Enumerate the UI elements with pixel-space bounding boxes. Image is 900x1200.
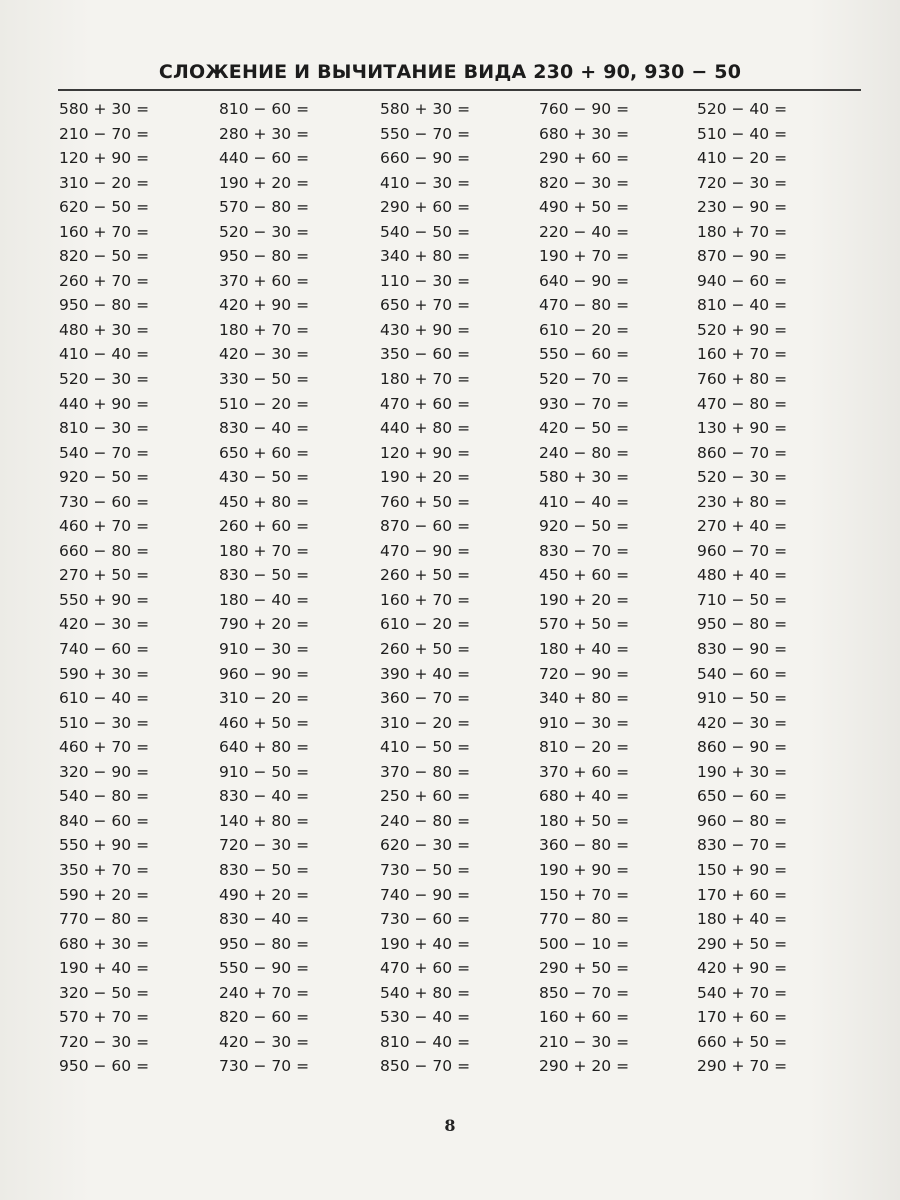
exercise-item: 160 + 70 =	[59, 222, 150, 241]
exercise-item: 460 + 70 =	[59, 517, 150, 536]
exercise-item: 830 − 70 =	[539, 541, 630, 560]
exercise-item: 650 − 60 =	[697, 787, 788, 806]
exercise-item: 820 − 50 =	[59, 247, 150, 266]
exercise-item: 480 + 30 =	[59, 320, 150, 339]
exercise-item: 730 − 50 =	[380, 860, 471, 879]
exercise-item: 340 + 80 =	[539, 689, 630, 708]
exercise-item: 490 + 20 =	[219, 885, 310, 904]
exercise-item: 910 − 50 =	[219, 762, 310, 781]
exercise-item: 950 − 60 =	[59, 1057, 150, 1076]
exercise-item: 180 + 40 =	[697, 910, 788, 929]
exercise-item: 570 + 70 =	[59, 1008, 150, 1027]
exercise-item: 470 − 80 =	[697, 394, 788, 413]
exercise-item: 190 + 30 =	[697, 762, 788, 781]
exercise-item: 360 − 80 =	[539, 836, 630, 855]
exercise-item: 910 − 30 =	[539, 713, 630, 732]
exercise-item: 390 + 40 =	[380, 664, 471, 683]
exercise-item: 420 − 50 =	[539, 419, 630, 438]
exercise-item: 190 + 40 =	[59, 959, 150, 978]
exercise-item: 540 + 70 =	[697, 983, 788, 1002]
exercise-item: 850 − 70 =	[539, 983, 630, 1002]
exercise-item: 580 + 30 =	[380, 100, 471, 118]
exercise-column-4	[539, 97, 689, 1079]
exercise-item: 470 − 90 =	[380, 541, 471, 560]
exercise-item: 140 + 80 =	[219, 811, 310, 830]
exercise-item: 240 − 80 =	[380, 811, 471, 830]
exercise-item: 640 − 90 =	[539, 271, 630, 290]
exercise-item: 450 + 80 =	[219, 492, 310, 511]
exercise-item: 410 − 30 =	[380, 173, 471, 192]
exercise-item: 590 + 30 =	[59, 664, 150, 683]
exercise-item: 210 − 70 =	[59, 124, 150, 143]
exercise-item: 190 + 20 =	[380, 468, 471, 487]
exercise-item: 430 − 50 =	[219, 468, 310, 487]
exercise-item: 580 + 30 =	[539, 468, 630, 487]
exercise-item: 540 − 60 =	[697, 664, 788, 683]
exercise-item: 440 + 90 =	[59, 394, 150, 413]
exercise-item: 260 + 50 =	[380, 640, 471, 659]
exercise-column-2	[219, 97, 369, 1079]
exercise-item: 910 − 50 =	[697, 689, 788, 708]
exercise-item: 240 − 80 =	[539, 443, 630, 462]
exercise-item: 810 − 60 =	[219, 100, 310, 118]
exercise-item: 820 − 60 =	[219, 1008, 310, 1027]
exercise-item: 260 + 70 =	[59, 271, 150, 290]
exercise-item: 540 − 70 =	[59, 443, 150, 462]
exercise-item: 510 − 30 =	[59, 713, 150, 732]
exercise-item: 760 + 80 =	[697, 370, 788, 389]
exercise-item: 190 + 70 =	[539, 247, 630, 266]
exercise-item: 660 + 50 =	[697, 1032, 788, 1051]
exercise-item: 470 − 80 =	[539, 296, 630, 315]
exercise-item: 290 + 60 =	[380, 198, 471, 217]
exercise-item: 410 − 20 =	[697, 149, 788, 168]
exercise-item: 370 + 60 =	[539, 762, 630, 781]
exercise-item: 520 + 90 =	[697, 320, 788, 339]
exercise-item: 190 + 90 =	[539, 860, 630, 879]
exercise-item: 520 − 40 =	[697, 100, 788, 118]
exercise-item: 960 − 70 =	[697, 541, 788, 560]
exercise-item: 640 + 80 =	[219, 738, 310, 757]
exercise-item: 680 + 30 =	[59, 934, 150, 953]
exercise-item: 810 − 40 =	[380, 1032, 471, 1051]
exercise-item: 190 + 20 =	[539, 590, 630, 609]
exercise-item: 740 − 90 =	[380, 885, 471, 904]
exercise-item: 130 + 90 =	[697, 419, 788, 438]
exercise-item: 310 − 20 =	[380, 713, 471, 732]
exercise-item: 460 + 70 =	[59, 738, 150, 757]
exercise-item: 620 − 50 =	[59, 198, 150, 217]
exercise-column-1	[59, 97, 209, 1079]
exercise-item: 420 − 30 =	[219, 345, 310, 364]
exercise-item: 540 + 80 =	[380, 983, 471, 1002]
exercise-item: 720 − 30 =	[697, 173, 788, 192]
exercise-item: 410 − 40 =	[539, 492, 630, 511]
exercise-item: 550 − 60 =	[539, 345, 630, 364]
exercise-item: 830 − 50 =	[219, 860, 310, 879]
exercise-item: 620 − 30 =	[380, 836, 471, 855]
exercise-item: 710 − 50 =	[697, 590, 788, 609]
exercise-item: 120 + 90 =	[59, 149, 150, 168]
page-number: 8	[444, 1116, 456, 1135]
exercise-item: 650 + 70 =	[380, 296, 471, 315]
exercise-item: 420 − 30 =	[59, 615, 150, 634]
exercise-item: 860 − 90 =	[697, 738, 788, 757]
exercise-item: 180 + 70 =	[697, 222, 788, 241]
exercise-item: 820 − 30 =	[539, 173, 630, 192]
exercise-item: 860 − 70 =	[697, 443, 788, 462]
exercise-item: 420 − 30 =	[697, 713, 788, 732]
exercise-item: 830 − 40 =	[219, 910, 310, 929]
exercise-item: 930 − 70 =	[539, 394, 630, 413]
exercise-item: 190 + 40 =	[380, 934, 471, 953]
exercise-item: 520 − 30 =	[219, 222, 310, 241]
exercise-item: 920 − 50 =	[59, 468, 150, 487]
exercise-item: 480 + 40 =	[697, 566, 788, 585]
exercise-item: 290 + 50 =	[697, 934, 788, 953]
exercise-item: 610 − 20 =	[380, 615, 471, 634]
exercise-item: 810 − 20 =	[539, 738, 630, 757]
exercise-item: 540 − 50 =	[380, 222, 471, 241]
page-title: СЛОЖЕНИЕ И ВЫЧИТАНИЕ ВИДА 230 + 90, 930 − 50	[158, 61, 742, 83]
exercise-item: 450 + 60 =	[539, 566, 630, 585]
exercise-item: 650 + 60 =	[219, 443, 310, 462]
exercise-item: 550 − 70 =	[380, 124, 471, 143]
exercise-item: 460 + 50 =	[219, 713, 310, 732]
exercise-item: 730 − 70 =	[219, 1057, 310, 1076]
exercise-item: 150 + 70 =	[539, 885, 630, 904]
exercise-item: 290 + 70 =	[697, 1057, 788, 1076]
exercise-item: 910 − 30 =	[219, 640, 310, 659]
exercise-item: 950 − 80 =	[219, 934, 310, 953]
exercise-item: 960 − 80 =	[697, 811, 788, 830]
exercise-item: 720 − 30 =	[59, 1032, 150, 1051]
exercise-item: 110 − 30 =	[380, 271, 471, 290]
exercise-item: 680 + 40 =	[539, 787, 630, 806]
exercise-item: 160 + 70 =	[380, 590, 471, 609]
exercise-item: 410 − 40 =	[59, 345, 150, 364]
exercise-item: 590 + 20 =	[59, 885, 150, 904]
exercise-item: 420 + 90 =	[697, 959, 788, 978]
exercise-item: 370 + 60 =	[219, 271, 310, 290]
exercise-item: 790 + 20 =	[219, 615, 310, 634]
exercise-item: 840 − 60 =	[59, 811, 150, 830]
exercise-item: 320 − 50 =	[59, 983, 150, 1002]
exercise-item: 580 + 30 =	[59, 100, 150, 118]
exercise-item: 950 − 80 =	[219, 247, 310, 266]
exercise-item: 610 − 40 =	[59, 689, 150, 708]
exercise-item: 180 − 40 =	[219, 590, 310, 609]
exercise-item: 720 − 30 =	[219, 836, 310, 855]
exercise-item: 180 + 70 =	[219, 541, 310, 560]
exercise-item: 320 − 90 =	[59, 762, 150, 781]
exercise-item: 420 − 30 =	[219, 1032, 310, 1051]
exercise-item: 270 + 40 =	[697, 517, 788, 536]
exercise-item: 870 − 60 =	[380, 517, 471, 536]
exercise-item: 150 + 90 =	[697, 860, 788, 879]
exercise-item: 920 − 50 =	[539, 517, 630, 536]
exercise-item: 290 + 20 =	[539, 1057, 630, 1076]
exercise-item: 240 + 70 =	[219, 983, 310, 1002]
exercise-item: 180 + 50 =	[539, 811, 630, 830]
exercise-item: 430 + 90 =	[380, 320, 471, 339]
exercise-item: 540 − 80 =	[59, 787, 150, 806]
exercise-item: 190 + 20 =	[219, 173, 310, 192]
exercise-item: 260 + 60 =	[219, 517, 310, 536]
exercise-item: 720 − 90 =	[539, 664, 630, 683]
exercise-item: 810 − 40 =	[697, 296, 788, 315]
exercise-item: 960 − 90 =	[219, 664, 310, 683]
exercise-item: 950 − 80 =	[697, 615, 788, 634]
exercise-item: 160 + 70 =	[697, 345, 788, 364]
exercise-item: 270 + 50 =	[59, 566, 150, 585]
exercise-item: 250 + 60 =	[380, 787, 471, 806]
exercise-item: 830 − 50 =	[219, 566, 310, 585]
exercise-item: 260 + 50 =	[380, 566, 471, 585]
exercise-item: 310 − 20 =	[59, 173, 150, 192]
exercise-item: 490 + 50 =	[539, 198, 630, 217]
exercise-item: 160 + 60 =	[539, 1008, 630, 1027]
exercise-item: 440 + 80 =	[380, 419, 471, 438]
exercise-column-3	[380, 97, 530, 1079]
exercise-item: 520 − 30 =	[59, 370, 150, 389]
exercise-item: 550 − 90 =	[219, 959, 310, 978]
exercise-item: 570 − 80 =	[219, 198, 310, 217]
exercise-item: 830 − 40 =	[219, 419, 310, 438]
exercise-item: 730 − 60 =	[59, 492, 150, 511]
exercise-item: 660 − 80 =	[59, 541, 150, 560]
exercise-item: 410 − 50 =	[380, 738, 471, 757]
exercise-item: 530 − 40 =	[380, 1008, 471, 1027]
exercise-item: 310 − 20 =	[219, 689, 310, 708]
exercise-item: 180 + 40 =	[539, 640, 630, 659]
exercise-item: 470 + 60 =	[380, 959, 471, 978]
exercise-item: 280 + 30 =	[219, 124, 310, 143]
exercise-item: 870 − 90 =	[697, 247, 788, 266]
exercise-item: 830 − 40 =	[219, 787, 310, 806]
exercise-item: 360 − 70 =	[380, 689, 471, 708]
exercise-item: 330 − 50 =	[219, 370, 310, 389]
exercise-item: 660 − 90 =	[380, 149, 471, 168]
exercise-item: 830 − 90 =	[697, 640, 788, 659]
exercise-item: 340 + 80 =	[380, 247, 471, 266]
exercise-item: 850 − 70 =	[380, 1057, 471, 1076]
exercise-item: 510 − 20 =	[219, 394, 310, 413]
exercise-item: 680 + 30 =	[539, 124, 630, 143]
title-underline	[58, 89, 861, 91]
exercise-item: 220 − 40 =	[539, 222, 630, 241]
exercise-item: 370 − 80 =	[380, 762, 471, 781]
exercise-item: 230 − 90 =	[697, 198, 788, 217]
exercise-item: 610 − 20 =	[539, 320, 630, 339]
exercise-item: 570 + 50 =	[539, 615, 630, 634]
exercise-item: 350 − 60 =	[380, 345, 471, 364]
exercise-item: 770 − 80 =	[539, 910, 630, 929]
exercise-item: 830 − 70 =	[697, 836, 788, 855]
exercise-item: 500 − 10 =	[539, 934, 630, 953]
exercise-item: 520 − 30 =	[697, 468, 788, 487]
exercise-item: 810 − 30 =	[59, 419, 150, 438]
exercise-item: 510 − 40 =	[697, 124, 788, 143]
exercise-item: 470 + 60 =	[380, 394, 471, 413]
exercise-item: 520 − 70 =	[539, 370, 630, 389]
exercise-item: 180 + 70 =	[380, 370, 471, 389]
exercise-item: 170 + 60 =	[697, 885, 788, 904]
exercise-item: 730 − 60 =	[380, 910, 471, 929]
exercise-column-5	[697, 97, 847, 1079]
exercise-item: 350 + 70 =	[59, 860, 150, 879]
exercise-item: 120 + 90 =	[380, 443, 471, 462]
exercise-item: 440 − 60 =	[219, 149, 310, 168]
exercise-item: 740 − 60 =	[59, 640, 150, 659]
exercise-item: 770 − 80 =	[59, 910, 150, 929]
exercise-item: 420 + 90 =	[219, 296, 310, 315]
exercise-item: 290 + 60 =	[539, 149, 630, 168]
exercise-item: 550 + 90 =	[59, 836, 150, 855]
exercise-item: 940 − 60 =	[697, 271, 788, 290]
exercise-item: 950 − 80 =	[59, 296, 150, 315]
exercise-item: 230 + 80 =	[697, 492, 788, 511]
exercise-item: 170 + 60 =	[697, 1008, 788, 1027]
exercise-item: 550 + 90 =	[59, 590, 150, 609]
exercise-item: 210 − 30 =	[539, 1032, 630, 1051]
exercise-item: 760 + 50 =	[380, 492, 471, 511]
exercise-item: 760 − 90 =	[539, 100, 630, 118]
exercise-item: 290 + 50 =	[539, 959, 630, 978]
exercise-item: 180 + 70 =	[219, 320, 310, 339]
